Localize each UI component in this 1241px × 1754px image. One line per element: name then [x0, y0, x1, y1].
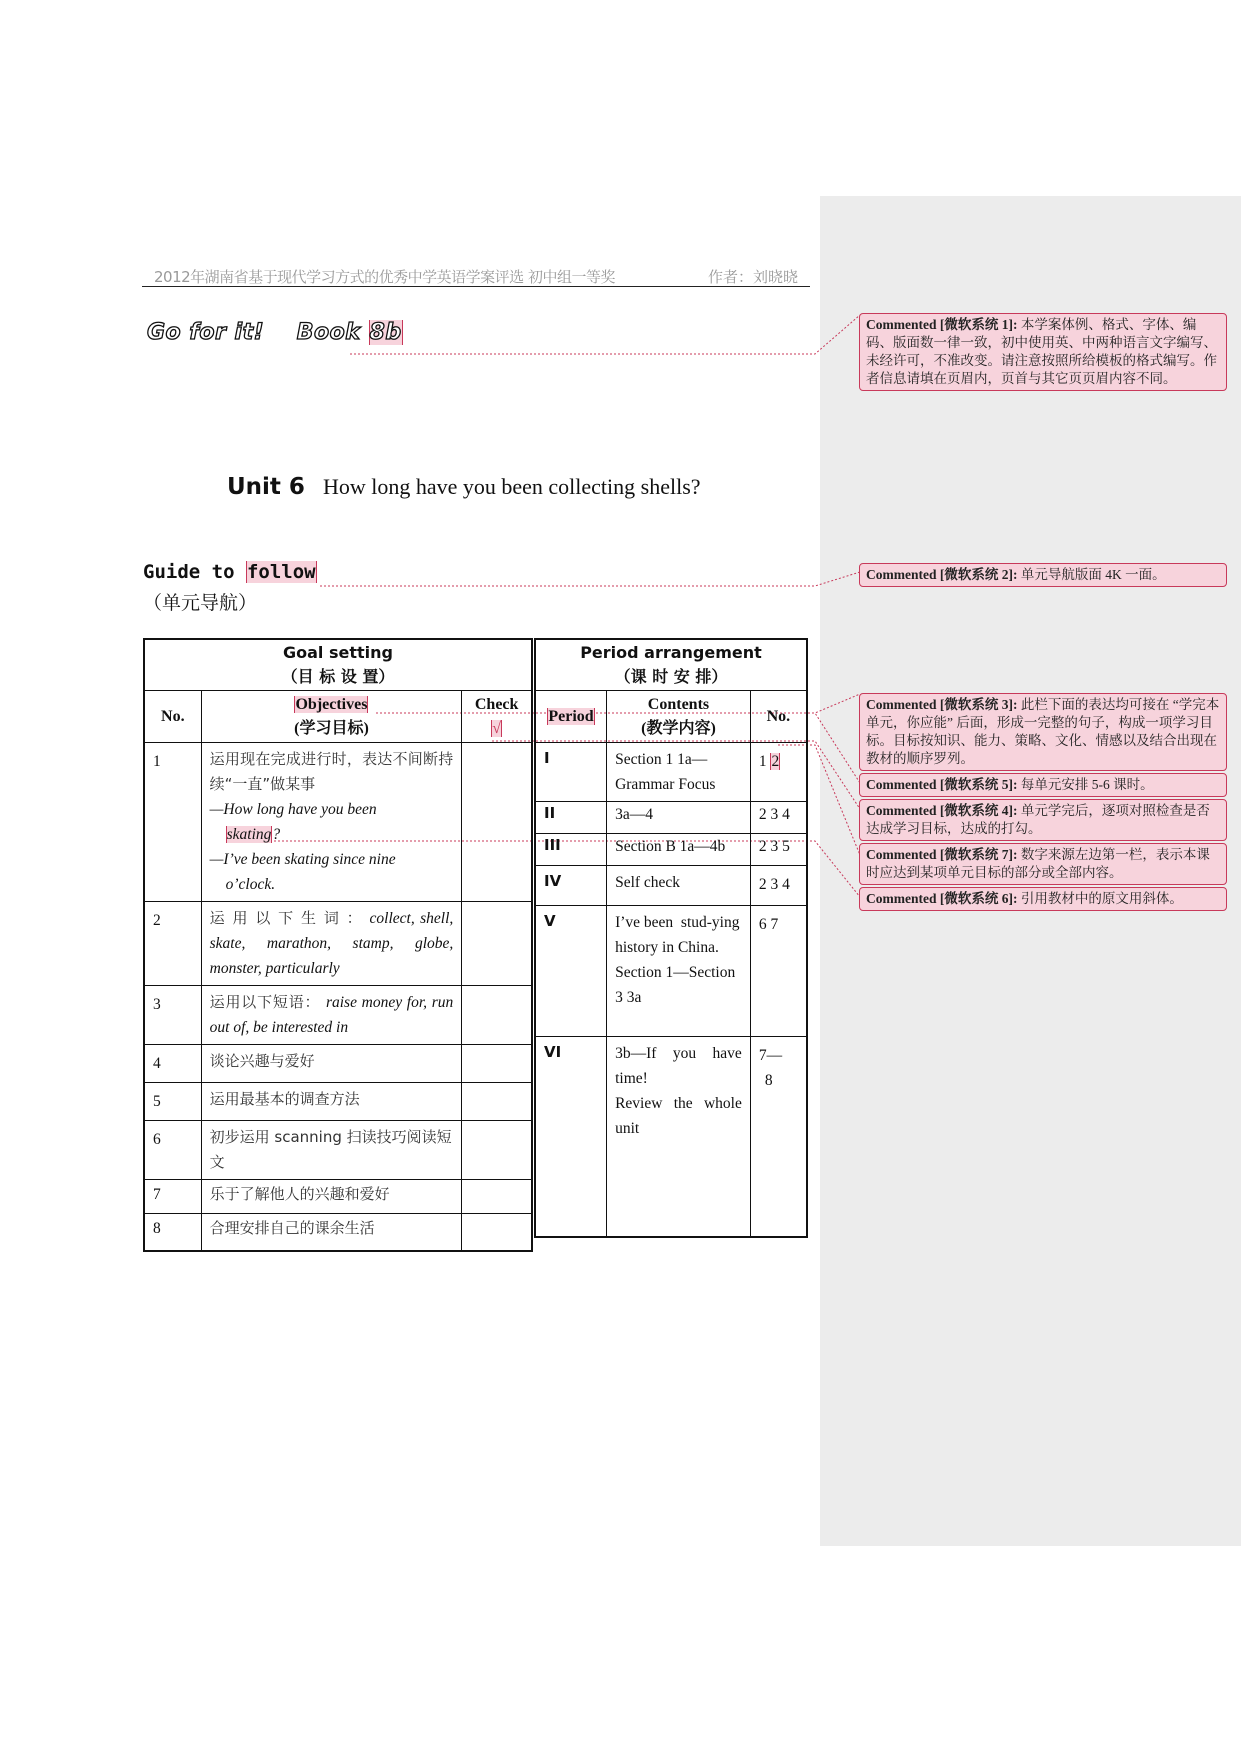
period-goal-numbers: 2 3 4: [750, 802, 807, 834]
goal-no: 2: [144, 902, 201, 986]
period-contents: Section 1 1a—Grammar Focus: [607, 743, 751, 802]
book-title: [147, 320, 403, 345]
table-row: [144, 1180, 532, 1214]
period-number: I: [535, 743, 607, 802]
goal-check[interactable]: [462, 1045, 532, 1083]
goal-check[interactable]: [462, 1121, 532, 1180]
goal-check[interactable]: [462, 743, 532, 902]
period-goal-numbers: 2 3 4: [750, 866, 807, 906]
guide-prefix: Guide to: [143, 561, 246, 583]
check-label: Check: [474, 695, 519, 713]
header-author: 作者：刘晓晓: [707, 268, 798, 286]
period-goal-numbers: 6 7: [750, 906, 807, 1037]
comment-6[interactable]: Commented [微软系统 6]: 引用教材中的原文用斜体。: [859, 887, 1227, 911]
table-row: [535, 802, 807, 834]
goal-no: 8: [144, 1214, 201, 1251]
comment-2[interactable]: Commented [微软系统 2]: 单元导航版面 4K 一面。: [859, 563, 1227, 587]
guide-highlight[interactable]: follow: [246, 561, 316, 583]
goal-objective: 谈论兴趣与爱好: [201, 1045, 462, 1083]
table-row: [535, 866, 807, 906]
goal-check[interactable]: [462, 986, 532, 1045]
period-number: VI: [535, 1037, 607, 1237]
col-header-contents: [607, 691, 751, 743]
table-row: [144, 1045, 532, 1083]
comment-4[interactable]: Commented [微软系统 4]: 单元学完后，逐项对照检查是否达成学习目标，达成的打勾。: [859, 799, 1227, 841]
goal-setting-title: Goal setting: [283, 643, 393, 662]
period-number: V: [535, 906, 607, 1037]
unit-heading: [227, 474, 701, 500]
period-number: IV: [535, 866, 607, 906]
unit-title: How long have you been collecting shells?: [322, 474, 701, 499]
period-arrangement-table: [534, 638, 808, 1238]
skating-highlight[interactable]: skating: [226, 826, 272, 843]
goal-objective: 运 用 以 下 生 词 ： collect, shell, skate, marathon, stamp, globe, monster, particularly: [201, 902, 462, 986]
comment-3[interactable]: Commented [微软系统 3]: 此栏下面的表达均可接在 “学完本单元，你应能” 后面，形成一完整的句子，构成一项学习目标。目标按知识、能力、策略、文化、情感以及结合出现在教材的顺序罗列。: [859, 693, 1227, 771]
unit-label: Unit 6: [227, 474, 305, 500]
period-arrangement-title: Period arrangement: [580, 643, 762, 662]
period-label[interactable]: Period: [548, 707, 594, 725]
goal-no: 3: [144, 986, 201, 1045]
goal-check[interactable]: [462, 1180, 532, 1214]
period-arrangement-subtitle: （课 时 安 排）: [614, 667, 728, 686]
period-goal-numbers: 2 3 5: [750, 834, 807, 866]
comment-1[interactable]: Commented [微软系统 1]: 本学案体例、格式、字体、编码、版面数一律一致，初中使用英、中两种语言文字编写、未经许可，不准改变。请注意按照所给模板的格式编写。作者信息请填在页眉内，页首与其它页页眉内容不同。: [859, 313, 1227, 391]
page-header: [142, 266, 810, 287]
period-goal-numbers: 7— 8: [750, 1037, 807, 1237]
header-title: 2012年湖南省基于现代学习方式的优秀中学英语学案评选 初中组一等奖: [154, 268, 615, 286]
period-contents: 3a—4: [607, 802, 751, 834]
goal-check[interactable]: [462, 902, 532, 986]
period-contents: I’ve been stud-ying history in China. Section 1—Section 3 3a: [607, 906, 751, 1037]
period-arrangement-header: [535, 639, 807, 691]
goal-check[interactable]: [462, 1083, 532, 1121]
comment-5[interactable]: Commented [微软系统 5]: 每单元安排 5-6 课时。: [859, 773, 1227, 797]
col-header-no: No.: [144, 691, 201, 743]
table-row: [144, 1121, 532, 1180]
col-header-period: [535, 691, 607, 743]
connector-1: [350, 315, 860, 354]
goal-objective: 运用以下短语： raise money for, run out of, be interested in: [201, 986, 462, 1045]
table-row: [535, 906, 807, 1037]
goal-objective: 运用最基本的调查方法: [201, 1083, 462, 1121]
period-goal-numbers: 1 2: [750, 743, 807, 802]
table-row: [144, 1214, 532, 1251]
table-row: [535, 834, 807, 866]
goal-no: 1: [144, 743, 201, 902]
goal-objective: 乐于了解他人的兴趣和爱好: [201, 1180, 462, 1214]
period-number: II: [535, 802, 607, 834]
table-row: [144, 986, 532, 1045]
goal-no: 7: [144, 1180, 201, 1214]
period-number: III: [535, 834, 607, 866]
goal-no: 4: [144, 1045, 201, 1083]
goal-no: 6: [144, 1121, 201, 1180]
book-title-main: Go for it! Book: [147, 320, 369, 345]
goal-setting-subtitle: （目 标 设 置）: [281, 667, 395, 686]
check-mark[interactable]: √: [492, 719, 502, 737]
objectives-label[interactable]: Objectives: [295, 695, 368, 713]
contents-label: Contents: [647, 695, 710, 713]
period-contents: 3b—If you have time! Review the whole unit: [607, 1037, 751, 1237]
goal-no: 5: [144, 1083, 201, 1121]
col-header-objectives: [201, 691, 462, 743]
book-title-highlight[interactable]: 8b: [369, 320, 402, 345]
guide-heading: [143, 561, 317, 583]
contents-label-zh: (教学内容): [641, 719, 716, 737]
goal-setting-header: [144, 639, 532, 691]
table-row: [535, 743, 807, 802]
table-row: [144, 1083, 532, 1121]
col-header-no: No.: [750, 691, 807, 743]
objectives-label-zh: (学习目标): [294, 719, 369, 737]
period-contents: Section B 1a—4b: [607, 834, 751, 866]
goal-objective: 合理安排自己的课余生活: [201, 1214, 462, 1251]
guide-subheading: （单元导航）: [143, 592, 258, 614]
period-contents: Self check: [607, 866, 751, 906]
goal-setting-table: [143, 638, 533, 1252]
col-header-check: [462, 691, 532, 743]
goal-objective: 初步运用 scanning 扫读技巧阅读短文: [201, 1121, 462, 1180]
connector-2: [320, 572, 860, 586]
period-no-highlight[interactable]: 2: [771, 753, 780, 770]
table-row: [144, 743, 532, 902]
comment-7[interactable]: Commented [微软系统 7]: 数字来源左边第一栏，表示本课时应达到某项单元目标的部分或全部内容。: [859, 843, 1227, 885]
goal-check[interactable]: [462, 1214, 532, 1251]
table-row: [535, 1037, 807, 1237]
goal-objective: 运用现在完成进行时，表达不间断持续“一直”做某事 —How long have you been skating? —I’ve been skating since nine o’clock.: [201, 743, 462, 902]
table-row: [144, 902, 532, 986]
